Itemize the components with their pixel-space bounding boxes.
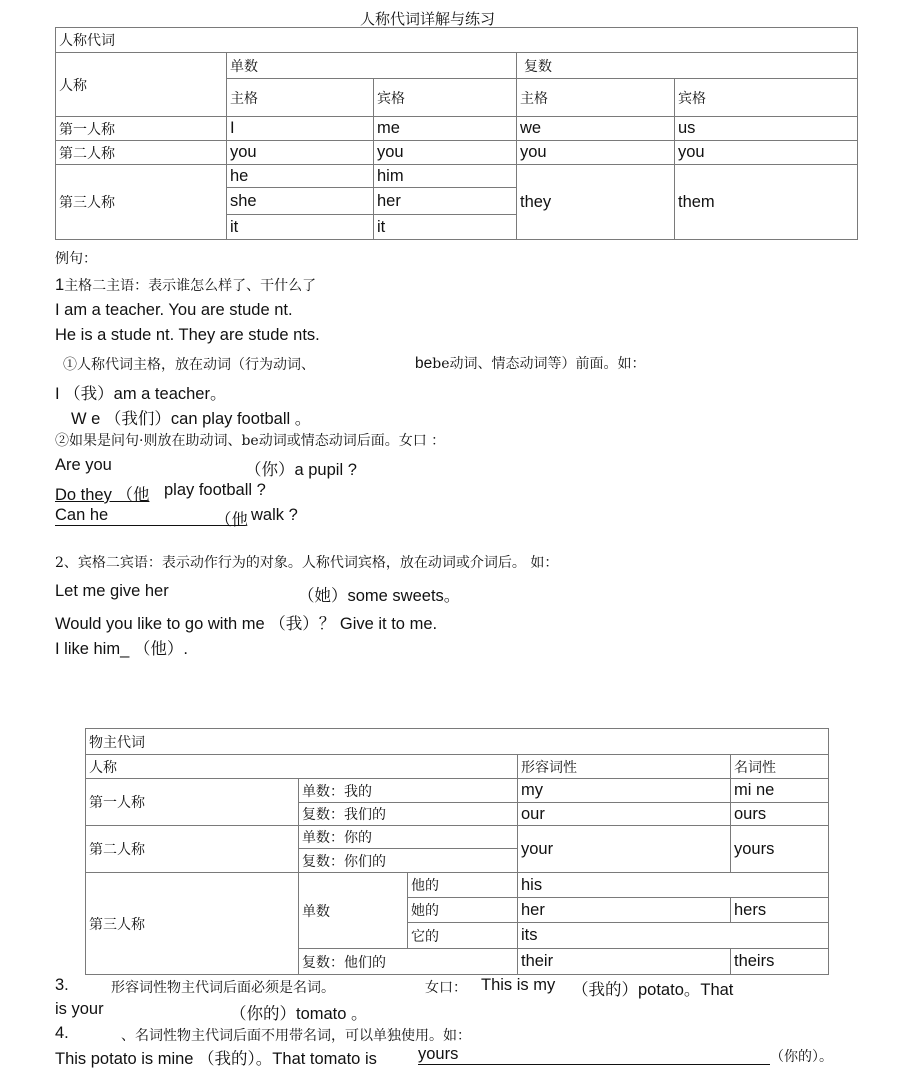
examples-label: 例句： <box>55 251 97 267</box>
plural-header: 复数 <box>517 53 858 79</box>
question-b: play football ? <box>164 481 266 499</box>
note-text: be动词、情态动词等）前面。如： <box>432 356 646 372</box>
pronoun-cell: their <box>518 949 731 975</box>
example-line-c: （你的）。 <box>770 1049 833 1065</box>
section-number: 1 <box>55 276 65 294</box>
example-line-a: Let me give her <box>55 582 169 600</box>
number-cell: 复数：你们的 <box>299 849 518 873</box>
pronoun-cell: its <box>518 923 829 949</box>
gender-cell: 它的 <box>408 923 518 949</box>
adjective-header: 形容词性 <box>518 755 731 779</box>
number-cell: 单数：你的 <box>299 826 518 849</box>
section-3-text: 形容词性物主代词后面必须是名词。 <box>111 980 335 996</box>
pronoun-cell: hers <box>731 898 829 923</box>
pronoun-cell: us <box>675 117 858 141</box>
person-cell: 第二人称 <box>86 826 299 873</box>
pronoun-cell: you <box>517 141 675 165</box>
subject-header: 主格 <box>517 79 675 117</box>
example-line-a: is your <box>55 1000 104 1018</box>
question-b: （你）a pupil ? <box>245 461 357 479</box>
number-cell: 复数：我们的 <box>299 803 518 826</box>
example-line: I like him_ （他）. <box>55 640 188 658</box>
person-cell: 第三人称 <box>56 165 227 240</box>
row-label: 人称 <box>86 755 518 779</box>
pronoun-cell: my <box>518 779 731 803</box>
pronoun-cell: our <box>518 803 731 826</box>
question-a: Can he <box>55 506 109 524</box>
row-label: 人称 <box>56 53 227 117</box>
example-line-b: （我的）potato。That <box>572 981 734 999</box>
note-line-b: bebe动词、情态动词等）前面。如： <box>415 355 646 372</box>
pronoun-cell: we <box>517 117 675 141</box>
section-number: 3. <box>55 976 69 994</box>
section-text: 主格二主语：表示谁怎么样了、干什么了 <box>64 278 317 294</box>
pronoun-cell: I <box>227 117 374 141</box>
table-header: 人称代词 <box>56 28 858 53</box>
example-line: He is a stude nt. They are stude nts. <box>55 326 320 344</box>
example-line: Would you like to go with me （我）？ Give it to me. <box>55 615 438 633</box>
question-a: Are you <box>55 456 112 474</box>
subject-header: 主格 <box>227 79 374 117</box>
pronoun-cell: ours <box>731 803 829 826</box>
page-title: 人称代词详解与练习 <box>360 10 496 28</box>
singular-header: 单数 <box>227 53 517 79</box>
answer-word: yours <box>418 1045 459 1063</box>
pronoun-cell: you <box>227 141 374 165</box>
person-cell: 第二人称 <box>56 141 227 165</box>
number-cell: 单数 <box>299 873 408 949</box>
section-3-ru: 女口： <box>425 980 467 996</box>
possessive-pronoun-table <box>85 728 829 975</box>
table-header: 物主代词 <box>86 729 829 755</box>
pronoun-cell: they <box>517 165 675 240</box>
pronoun-cell: her <box>374 188 517 215</box>
gender-cell: 她的 <box>408 898 518 923</box>
pronoun-cell: them <box>675 165 858 240</box>
question-a: Do they （他 <box>55 486 150 504</box>
blank-line <box>418 1045 770 1065</box>
example-line: I （我）am a teacher。 <box>55 385 227 403</box>
example-line: I am a teacher. You are stude nt. <box>55 301 293 319</box>
pronoun-cell: it <box>227 215 374 240</box>
pronoun-cell: theirs <box>731 949 829 975</box>
object-header: 宾格 <box>374 79 517 117</box>
person-cell: 第三人称 <box>86 873 299 975</box>
person-cell: 第一人称 <box>86 779 299 826</box>
pronoun-cell: mi ne <box>731 779 829 803</box>
pronoun-cell: your <box>518 826 731 873</box>
pronoun-cell: him <box>374 165 517 188</box>
question-c: walk ? <box>251 506 298 524</box>
object-header: 宾格 <box>675 79 858 117</box>
section-1-heading <box>55 275 316 295</box>
pronoun-cell: me <box>374 117 517 141</box>
section-2-heading: 2、宾格二宾语：表示动作行为的对象。人称代词宾格，放在动词或介词后。 如： <box>55 555 559 571</box>
pronoun-cell: he <box>227 165 374 188</box>
pronoun-cell: it <box>374 215 517 240</box>
example-line-a: This is my <box>481 976 556 994</box>
person-cell: 第一人称 <box>56 117 227 141</box>
pronoun-cell: you <box>675 141 858 165</box>
number-cell: 单数：我的 <box>299 779 518 803</box>
note-line: ②如果是问句·则放在助动词、be动词或情态动词后面。女口 ： <box>55 433 446 449</box>
number-cell: 复数：他们的 <box>299 949 518 975</box>
personal-pronoun-table <box>55 27 858 240</box>
pronoun-cell: yours <box>731 826 829 873</box>
gender-cell: 他的 <box>408 873 518 898</box>
section-number: 4. <box>55 1024 69 1042</box>
noun-header: 名词性 <box>731 755 829 779</box>
pronoun-cell: her <box>518 898 731 923</box>
example-line: W e （我们）can play football 。 <box>71 410 312 428</box>
pronoun-cell: you <box>374 141 517 165</box>
example-line-b: （你的）tomato 。 <box>230 1005 368 1023</box>
example-line-a: This potato is mine （我的）。That tomato is <box>55 1050 377 1068</box>
pronoun-cell: she <box>227 188 374 215</box>
example-line-b: （她）some sweets。 <box>298 587 461 605</box>
section-4-text: 、名词性物主代词后面不用带名词，可以单独使用。如： <box>121 1028 471 1044</box>
pronoun-cell: his <box>518 873 829 898</box>
question-b: （他 <box>215 511 248 529</box>
note-line-a: ①人称代词主格，放在动词（行为动词、 <box>63 357 315 373</box>
